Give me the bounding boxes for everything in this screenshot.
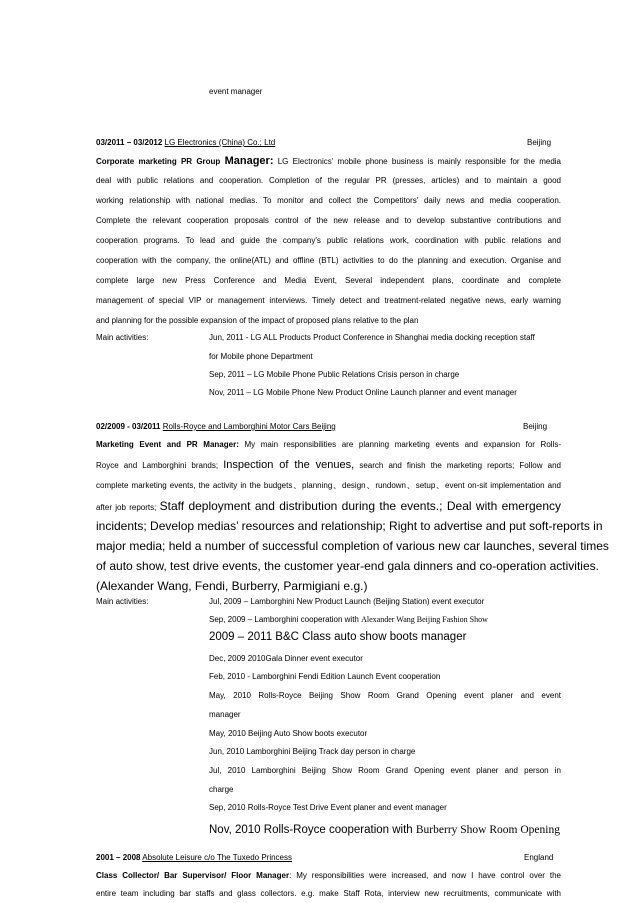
role-line: event manager bbox=[209, 87, 263, 96]
job3-line-2: entire team including bar staffs and glass collectors. e.g. make Staff Rota, interview new recruitments, communicate with bbox=[96, 889, 561, 898]
job1-line-8: and planning for the possible expansion of the impact of proposed plans relative to the plan bbox=[96, 316, 419, 325]
job1-activities-label: Main activities: bbox=[96, 333, 149, 342]
job3-location: England bbox=[524, 853, 554, 862]
job1-title: Corporate marketing PR Group bbox=[96, 157, 225, 166]
job2-activity-11: Nov, 2010 Rolls-Royce cooperation with Burberry Show Room Opening bbox=[209, 824, 560, 836]
job1-company: LG Electronics (China) Co.; Ltd bbox=[164, 138, 276, 147]
job2-activities-label: Main activities: bbox=[96, 597, 149, 606]
job2-line-2: Royce and Lamborghini brands; Inspection of the venues, search and finish the marketing reports; Follow and bbox=[96, 459, 561, 471]
job3-dates: 2001 – 2008 bbox=[96, 853, 141, 862]
job1-line-6: complete large new Press Conference and Media Event, Several independent plans, coordinate and complete bbox=[96, 276, 561, 285]
job2-activity-9b: charge bbox=[209, 785, 234, 794]
job2-big-3: (Alexander Wang, Fendi, Burberry, Parmigiani e.g.) bbox=[96, 579, 368, 593]
job2-big-2: of auto show, test drive events, the customer year-end gala dinners and co-operation activities. bbox=[96, 559, 599, 573]
job1-line-5: cooperation with the company, the online(ATL) and offline (BTL) activities to do the planning and execution. Organise and bbox=[96, 256, 561, 265]
job1-line-7: management of special VIP or management interviews. Timely detect and treatment-related negative news, early warning bbox=[96, 296, 561, 305]
job3-header bbox=[96, 853, 292, 862]
job2-activity-3: 2009 – 2011 B&C Class auto show boots manager bbox=[209, 631, 467, 643]
job1-activity-0: Jun, 2011 - LG ALL Products Product Conference in Shanghai media docking reception staff bbox=[209, 333, 535, 342]
job1-title-big: Manager: bbox=[224, 155, 274, 167]
job2-activity-1: Jul, 2009 – Lamborghini New Product Launch (Beijing Station) event executor bbox=[209, 597, 485, 606]
job2-activity-10: Sep, 2010 Rolls-Royce Test Drive Event planer and event manager bbox=[209, 803, 447, 812]
job2-dates: 02/2009 - 03/2011 bbox=[96, 422, 161, 431]
job2-big-1: major media; held a number of successful completion of various new car launches, several times bbox=[96, 539, 609, 553]
job1-activity-3: Nov, 2011 – LG Mobile Phone New Product Online Launch planner and event manager bbox=[209, 388, 517, 397]
job1-line-0 bbox=[96, 155, 561, 167]
job1-dates: 03/2011 – 03/2012 bbox=[96, 138, 163, 147]
job1-header bbox=[96, 138, 275, 147]
job2-line-4: after job reports; Staff deployment and distribution during the events.; Deal with emergency bbox=[96, 499, 561, 513]
job2-location: Beijing bbox=[523, 422, 548, 431]
job2-title: Marketing Event and PR Manager: bbox=[96, 440, 239, 449]
job2-line-1: Marketing Event and PR Manager: My main responsibilities are planning marketing events and expansion for Rolls- bbox=[96, 440, 562, 449]
job3-line-1: Class Collector/ Bar Supervisor/ Floor Manager: My responsibilities were increased, and now I have control over the bbox=[96, 871, 562, 880]
job2-activity-9: Jul, 2010 Lamborghini Beijing Show Room Grand Opening event planer and person in bbox=[209, 766, 561, 775]
job2-big-0: incidents; Develop medias’ resources and relationship; Right to advertise and put soft-reports in bbox=[96, 519, 603, 533]
job1-line-3: Complete the relevant cooperation proposals control of the new release and to develop substantive contributions and bbox=[96, 216, 561, 225]
job3-company: Absolute Leisure c/o The Tuxedo Princess bbox=[142, 853, 292, 862]
job2-activity-8: Jun, 2010 Lamborghini Beijing Track day person in charge bbox=[209, 747, 416, 756]
job1-line-4: cooperation programs. To lead and guide the company's public relations work, coordination with public relations and bbox=[96, 236, 561, 245]
job2-activity-2: Sep, 2009 – Lamborghini cooperation with Alexander Wang Beijing Fashion Show bbox=[209, 615, 488, 624]
job2-activity-7: May, 2010 Beijing Auto Show boots executor bbox=[209, 729, 368, 738]
job3-title: Class Collector/ Bar Supervisor/ Floor Manager bbox=[96, 871, 290, 880]
job2-activity-4: Dec, 2009 2010Gala Dinner event executor bbox=[209, 654, 363, 663]
job2-activity-5: Feb, 2010 - Lamborghini Fendi Edition Launch Event cooperation bbox=[209, 672, 441, 681]
job1-line-1: deal with public relations and cooperation. Completion of the regular PR (presses, articles) and to maintain a good bbox=[96, 176, 561, 185]
job1-desc-0: LG Electronics' mobile phone business is mainly responsible for the media bbox=[273, 157, 561, 166]
job2-activity-6: May, 2010 Rolls-Royce Beijing Show Room Grand Opening event planer and event bbox=[209, 691, 561, 700]
job1-activity-1: for Mobile phone Department bbox=[209, 352, 313, 361]
job2-header bbox=[96, 422, 336, 431]
job1-line-2: working relationship with national medias. To monitor and collect the Competitors' daily news and media cooperation. bbox=[96, 196, 561, 205]
job2-activity-6b: manager bbox=[209, 710, 241, 719]
job1-activity-2: Sep, 2011 – LG Mobile Phone Public Relations Crisis person in charge bbox=[209, 370, 460, 379]
job2-company: Rolls-Royce and Lamborghini Motor Cars Beijing bbox=[162, 422, 336, 431]
job2-line-3: complete marketing events, the activity in the budgets、planning、design、rundown、setup、event on-sit implementation and bbox=[96, 481, 561, 490]
job1-location: Beijing bbox=[527, 138, 552, 147]
